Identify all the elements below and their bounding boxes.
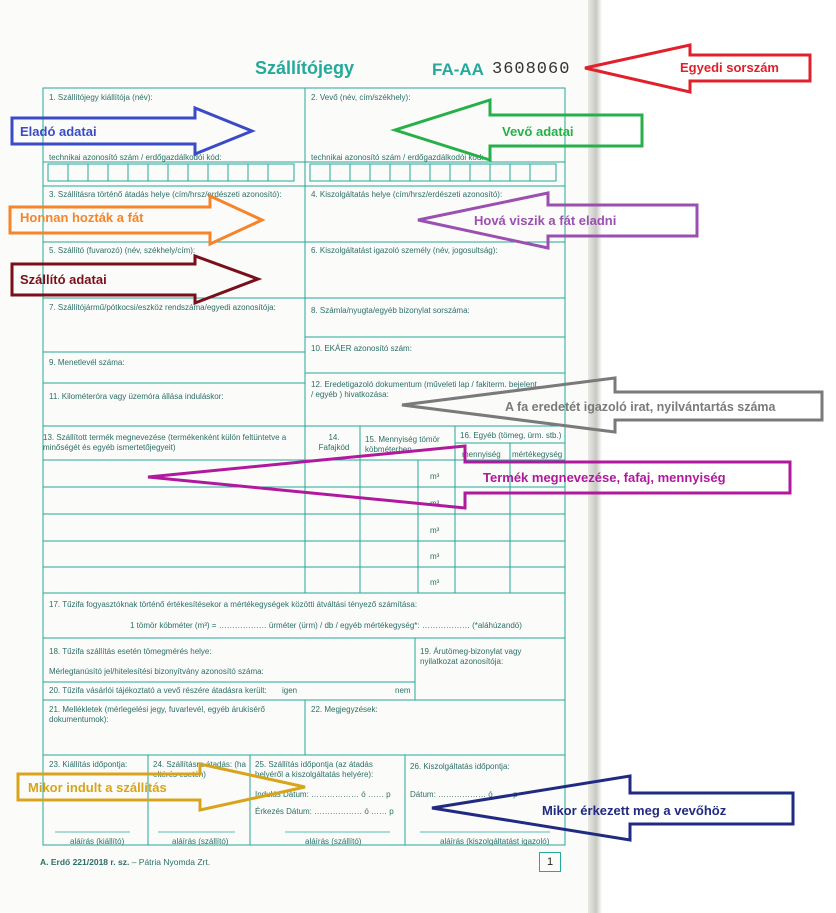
field-26-date: Dátum: ……………… ó …… p bbox=[410, 790, 518, 799]
annotation-serial: Egyedi sorszám bbox=[680, 60, 779, 75]
page-number: 1 bbox=[539, 852, 561, 872]
unit-m3: m³ bbox=[430, 472, 440, 481]
form-title: Szállítójegy bbox=[255, 58, 355, 78]
unit-m3: m³ bbox=[430, 552, 440, 561]
annotation-product: Termék megnevezése, fafaj, mennyiség bbox=[483, 470, 726, 485]
annotation-carrier: Szállító adatai bbox=[20, 272, 107, 287]
annotation-origin: Honnan hozták a fát bbox=[20, 210, 144, 225]
annotation-document: A fa eredetét igazoló irat, nyilvántartás száma bbox=[505, 400, 776, 414]
serial-number: 3608060 bbox=[492, 60, 571, 79]
field-21-label: 21. Mellékletek (mérlegelési jegy, fuvarlevél, egyéb árukísérő dokumentumok): bbox=[49, 705, 265, 724]
field-20-label: 20. Tűzifa vásárlói tájékoztató a vevő részére átadásra került: bbox=[49, 686, 267, 695]
field-20-no[interactable]: nem bbox=[395, 686, 411, 695]
field-18-cert-label: Mérlegtanúsító jel/hitelesítési bizonyítvány azonosító száma: bbox=[49, 667, 264, 676]
field-17-formula: 1 tömör köbméter (m³) = ……………… ürméter (ürm) / db / egyéb mértékegység*: ……………… (*aláhúzandó) bbox=[130, 621, 522, 630]
field-3-label: 3. Szállításra történő átadás helye (cím/hrsz/erdészeti azonosító): bbox=[49, 190, 282, 199]
field-23-label: 23. Kiállítás időpontja: bbox=[49, 760, 128, 769]
signature-receiver: aláírás (kiszolgáltatást igazoló) bbox=[440, 837, 550, 846]
field-13-label: 13. Szállított termék megnevezése (termékenként külön feltüntetve a minőségét és egyéb ismertetőjegyeit) bbox=[43, 433, 287, 452]
footer-printer: – Pátria Nyomda Zrt. bbox=[131, 857, 211, 867]
field-2-label: 2. Vevő (név, cím/székhely): bbox=[311, 93, 411, 102]
field-5-label: 5. Szállító (fuvarozó) (név, székhely/cím): bbox=[49, 246, 196, 255]
annotation-destination: Hová viszik a fát eladni bbox=[474, 213, 617, 228]
annotation-arrival: Mikor érkezett meg a vevőhöz bbox=[542, 803, 727, 818]
serial-prefix: FA-AA bbox=[432, 60, 484, 79]
field-4-label: 4. Kiszolgáltatás helye (cím/hrsz/erdészeti azonosító): bbox=[311, 190, 503, 199]
unit-m3: m³ bbox=[430, 526, 440, 535]
field-25-departure: Indulás Dátum: ……………… ó …… p bbox=[255, 790, 391, 799]
field-19-label: 19. Árutömeg-bizonylat vagy nyilatkozat azonosítója: bbox=[420, 647, 522, 666]
signature-carrier: aláírás (szállító) bbox=[172, 837, 229, 846]
signature-issuer: aláírás (kiállító) bbox=[70, 837, 125, 846]
field-8-label: 8. Számla/nyugta/egyéb bizonylat sorszáma: bbox=[311, 306, 470, 315]
field-7-label: 7. Szállítójármű/pótkocsi/eszköz rendszáma/egyedi azonosítója: bbox=[49, 303, 276, 312]
field-16-label: 16. Egyéb (tömeg, ürm. stb.) bbox=[460, 431, 562, 440]
field-6-label: 6. Kiszolgáltatást igazoló személy (név, jogosultság): bbox=[311, 246, 498, 255]
field-10-label: 10. EKÁER azonosító szám: bbox=[311, 344, 412, 353]
unit-m3: m³ bbox=[430, 499, 440, 508]
field-17-label: 17. Tűzifa fogyasztóknak történő értékesítésekor a mértékegységek közötti átváltási tényező számítása: bbox=[49, 600, 418, 609]
annotation-buyer: Vevő adatai bbox=[502, 124, 574, 139]
field-1-id-label: technikai azonosító szám / erdőgazdálkodói kód: bbox=[49, 153, 222, 162]
annotation-seller: Eladó adatai bbox=[20, 124, 97, 139]
field-16-quantity-label: mennyiség bbox=[462, 450, 501, 459]
annotation-departure: Mikor indult a szállítás bbox=[28, 780, 167, 795]
field-25-label: 25. Szállítás időpontja (az átadás helyéről a kiszolgáltatás helyére): bbox=[255, 760, 374, 779]
field-1-label: 1. Szállítójegy kiállítója (név): bbox=[49, 93, 153, 102]
field-9-label: 9. Menetlevél száma: bbox=[49, 358, 125, 367]
footer-code: A. Erdő 221/2018 r. sz. bbox=[40, 857, 130, 867]
field-25-arrival: Érkezés Dátum: ……………… ó …… p bbox=[255, 807, 394, 816]
field-11-label: 11. Kilométeróra vagy üzemóra állása induláskor: bbox=[49, 392, 224, 401]
field-16-unit-label: mértékegység bbox=[512, 450, 563, 459]
field-20-yes[interactable]: igen bbox=[282, 686, 298, 695]
field-26-label: 26. Kiszolgáltatás időpontja: bbox=[410, 762, 510, 771]
field-15-label: 15. Mennyiség tömör köbméterben bbox=[365, 435, 440, 454]
field-18-label: 18. Tűzifa szállítás esetén tömegmérés helye: bbox=[49, 647, 212, 656]
signature-carrier-2: aláírás (szállító) bbox=[305, 837, 362, 846]
field-2-id-label: technikai azonosító szám / erdőgazdálkodói kód: bbox=[311, 153, 484, 162]
unit-m3: m³ bbox=[430, 578, 440, 587]
field-24-label: 24. Szállításra átadás: (ha eltérés esetén) bbox=[153, 760, 246, 779]
field-22-label: 22. Megjegyzések: bbox=[311, 705, 378, 714]
field-14-label: 14. Fafajkód bbox=[318, 433, 350, 452]
field-12-label: 12. Eredetigazoló dokumentum (műveleti lap / fakiterm. bejelent. / egyéb ) hivatkozása: bbox=[311, 380, 540, 399]
